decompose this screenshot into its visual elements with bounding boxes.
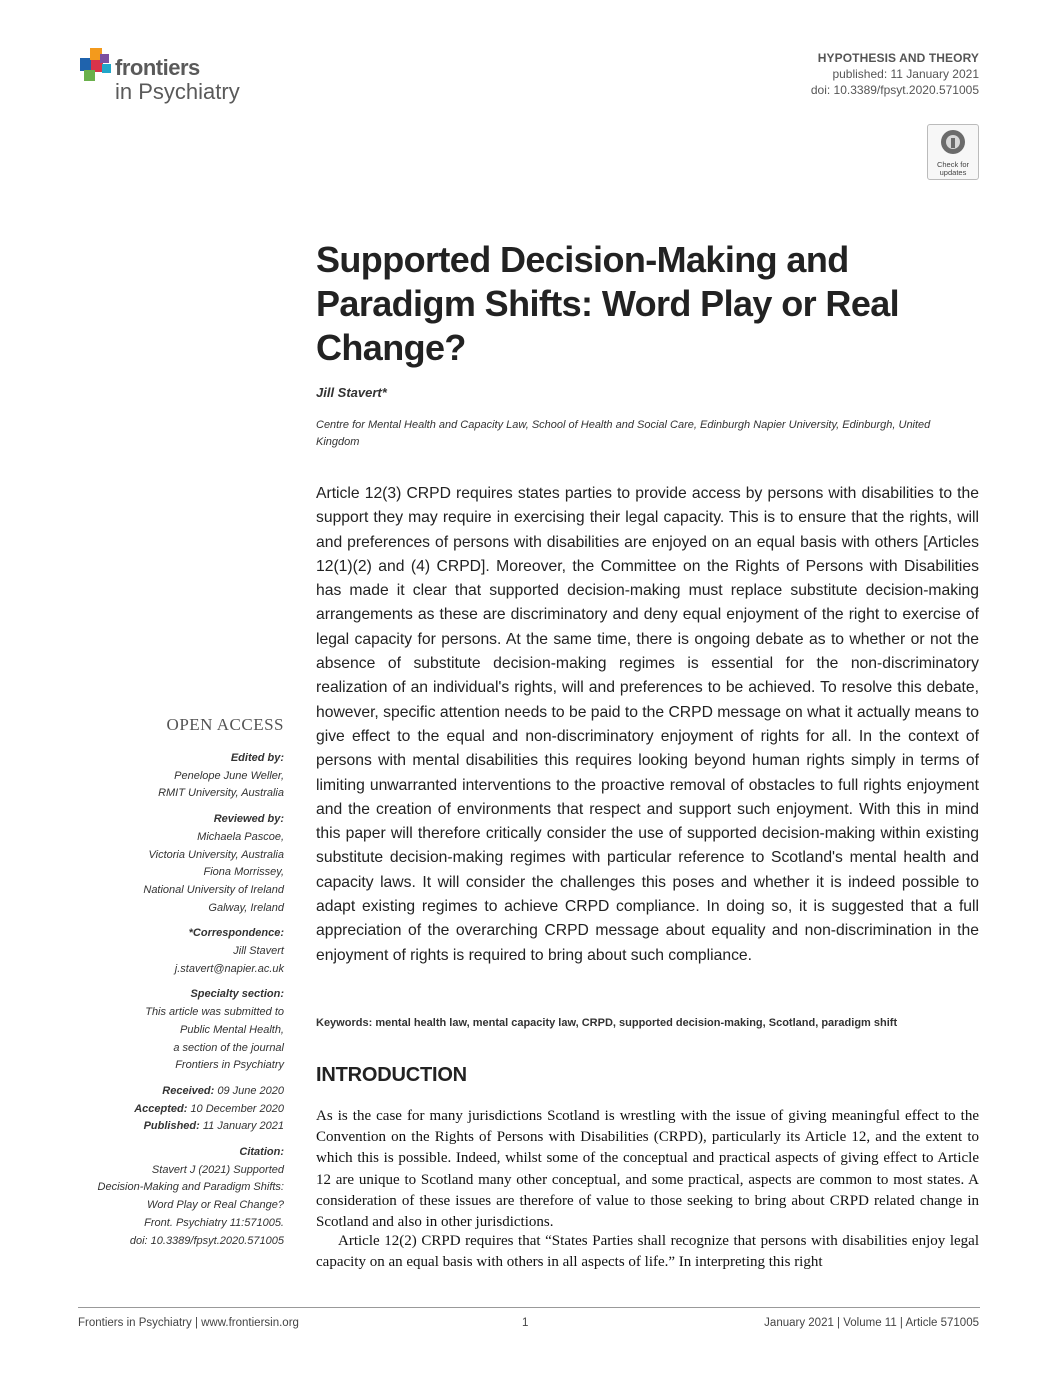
specialty-text: This article was submitted to — [145, 1006, 284, 1019]
author-list: Jill Stavert* — [316, 385, 387, 400]
citation-text: Front. Psychiatry 11:571005. — [144, 1216, 284, 1229]
footer-divider — [78, 1307, 980, 1308]
correspondence-email[interactable]: j.stavert@napier.ac.uk — [174, 962, 284, 975]
published-date: published: 11 January 2021 — [832, 67, 979, 81]
reviewed-by-section — [60, 811, 284, 917]
article-doi[interactable]: doi: 10.3389/fpsyt.2020.571005 — [810, 83, 979, 97]
specialty-text: Frontiers in Psychiatry — [175, 1059, 284, 1072]
citation-heading: Citation: — [239, 1146, 284, 1159]
keywords — [316, 1017, 996, 1029]
body-paragraph: Article 12(2) CRPD requires that “States Parties shall recognize that persons with disabilities enjoy legal capacity on an equal basis with others in all aspects of life.” In interpreting this right — [316, 1233, 979, 1271]
published-label: Published: — [143, 1120, 200, 1133]
frontiers-logo-icon — [78, 46, 114, 82]
published-date-sidebar — [60, 1118, 284, 1136]
received-label: Received: — [162, 1084, 215, 1097]
reviewer-affiliation: Victoria University, Australia — [148, 848, 284, 861]
journal-logo[interactable] — [78, 44, 268, 110]
specialty-heading: Specialty section: — [190, 988, 284, 1001]
article-meta — [811, 50, 979, 98]
abstract: Article 12(3) CRPD requires states parties to provide access by persons with disabilities to the support they may require in exercising their legal capacity. This is to ensure that the rights, will and preferences of persons with disabilities are enjoyed on an equal basis with others [Articles 12(1)(2) and (4) CRPD]. Moreover, the Committee on the Rights of Persons with Disabilities has made it clear that supported decision-making must replace substitute decision-making arrangements as these are discriminatory and deny equal enjoyment of the right to exercise of legal capacity for persons. At the same time, there is ongoing debate as to whether or not the absence of substitute decision-making regimes is essential for the non-discriminatory realization of an individual's rights, will and preferences to be achieved. To resolve this debate, however, specific attention needs to be paid to the CRPD message on what it actually means to give effect to the equal and non-discriminatory enjoyment of rights for all. In the context of persons with mental disabilities this requires looking beyond human rights simply in terms of limiting unwarranted interventions to the proactive removal of obstacles to full rights enjoyment and the creation of environments that respect and support such enjoyment. With this in mind this paper will therefore critically consider the use of supported decision-making within existing substitute decision-making regimes with particular reference to Scotland's mental health and capacity laws. It will consider the challenges this poses and whether it is indeed possible to adapt existing regimes to achieve CRPD compliance. In doing so, it is suggested that a full appreciation of the overarching CRPD message about equality and non-discrimination in the enjoyment of rights is required to bring about such compliance. — [316, 485, 979, 964]
reviewer-name: Michaela Pascoe, — [197, 830, 284, 843]
article-type: HYPOTHESIS AND THEORY — [817, 51, 979, 65]
accepted-value: 10 December 2020 — [190, 1102, 284, 1115]
article-sidebar — [60, 714, 284, 1258]
accepted-date — [60, 1101, 284, 1119]
check-updates-icon — [940, 129, 966, 155]
logo-brand-text: frontiers — [115, 55, 200, 80]
received-value: 09 June 2020 — [217, 1084, 284, 1097]
body-paragraph: As is the case for many jurisdictions Scotland is wrestling with the issue of giving meaningful effect to the Convention on the Rights of Persons with Disabilities (CRPD), particularly its Article 12, and the extent to which this is possible. Indeed, whilst some of the conceptual and practical aspects of giving effect to Article 12 are unique to Scotland many other conceptual, and some practical, aspects are common to most states. A consideration of these issues are therefore of value to those seeking to bring about CRPD related change in Scotland and also in other jurisdictions. — [316, 1108, 979, 1231]
edited-by-section — [60, 750, 284, 803]
published-value: 11 January 2021 — [202, 1120, 284, 1133]
page-number: 1 — [522, 1317, 529, 1329]
correspondence-heading: *Correspondence: — [188, 927, 284, 940]
specialty-section — [60, 986, 284, 1075]
specialty-text: a section of the journal — [173, 1041, 284, 1054]
reviewer-name: Fiona Morrissey, — [203, 866, 284, 879]
open-access-label: OPEN ACCESS — [166, 715, 284, 734]
footer-journal-link[interactable]: Frontiers in Psychiatry | www.frontiersin.org — [78, 1317, 299, 1329]
received-date — [60, 1083, 284, 1101]
citation-text: Decision-Making and Paradigm Shifts: — [97, 1181, 284, 1194]
check-updates-label: Check for updates — [936, 160, 970, 177]
correspondence-section — [60, 925, 284, 978]
specialty-text: Public Mental Health, — [180, 1023, 284, 1036]
accepted-label: Accepted: — [134, 1102, 188, 1115]
citation-doi[interactable]: doi: 10.3389/fpsyt.2020.571005 — [129, 1234, 284, 1247]
citation-section — [60, 1144, 284, 1250]
check-for-updates-badge[interactable] — [927, 124, 979, 180]
editor-affiliation: RMIT University, Australia — [158, 787, 284, 800]
section-heading-introduction: INTRODUCTION — [316, 1064, 467, 1086]
reviewed-by-heading: Reviewed by: — [213, 813, 284, 826]
reviewer-affiliation: Galway, Ireland — [208, 901, 284, 914]
correspondence-name: Jill Stavert — [233, 945, 284, 958]
keywords-list: mental health law, mental capacity law, CRPD, supported decision-making, Scotland, paradigm shift — [375, 1017, 898, 1029]
dates-section — [60, 1083, 284, 1136]
keywords-label: Keywords: — [316, 1017, 373, 1029]
edited-by-heading: Edited by: — [230, 752, 284, 764]
citation-text: Word Play or Real Change? — [147, 1199, 284, 1212]
editor-name: Penelope June Weller, — [174, 769, 284, 782]
citation-text: Stavert J (2021) Supported — [151, 1163, 284, 1176]
logo-journal-text: in Psychiatry — [115, 79, 240, 104]
article-title: Supported Decision-Making and Paradigm Shifts: Word Play or Real Change? — [316, 239, 900, 368]
footer-volume-info: January 2021 | Volume 11 | Article 571005 — [764, 1317, 979, 1329]
author-affiliation: Centre for Mental Health and Capacity Law, School of Health and Social Care, Edinburgh Napier University, Edinburgh, United Kingdom — [316, 419, 931, 448]
reviewer-affiliation: National University of Ireland — [143, 883, 284, 896]
